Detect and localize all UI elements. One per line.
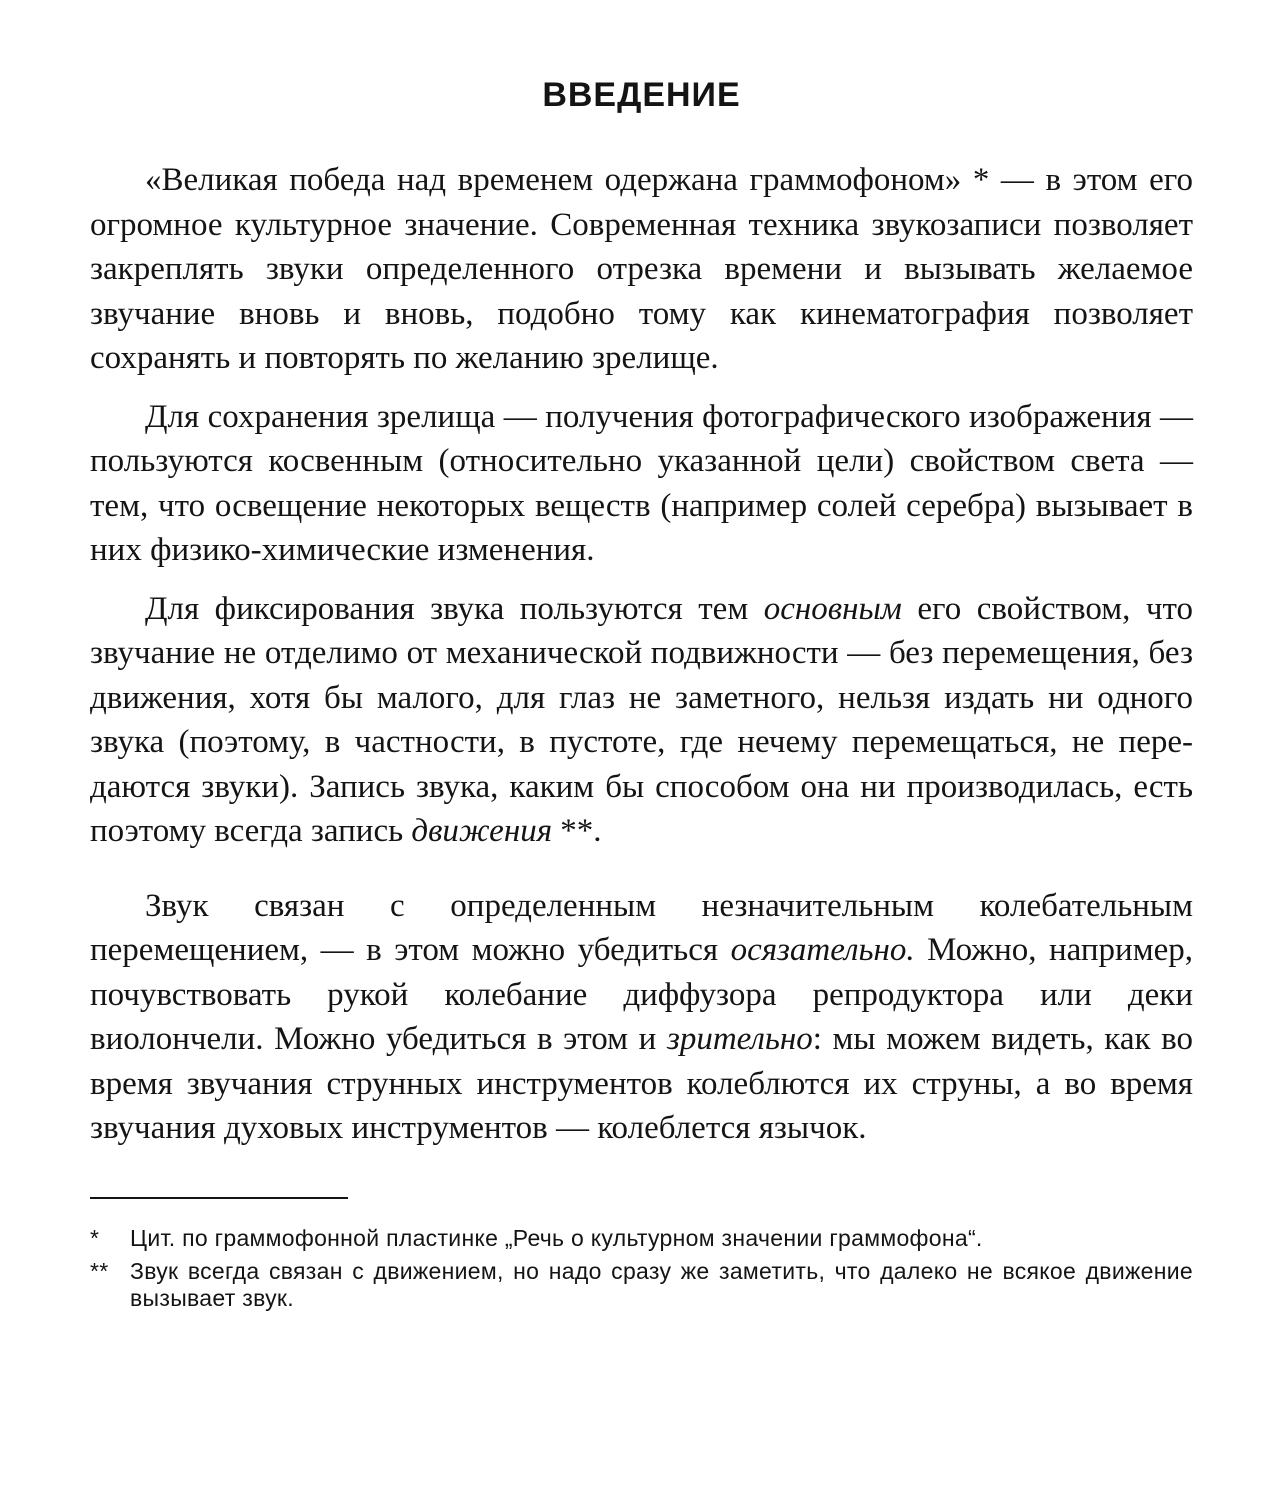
paragraph-4-emphasis-zritelno: зрительно [666, 1021, 813, 1057]
paragraph-2-text: Для сохранения зрелища — получения фотографического изображения — пользуются косвенным (относительно указанной цели) свойством света — тем, что освещение некоторых веществ (например солей серебра) вызывает в них физико-химические изменения. [90, 398, 1193, 568]
paragraph-4-text-e: : мы можем видеть, как во время звучания струнных инструментов колеблются их струны, а во время звучания духовых инструментов — колеблется язычок. [90, 1021, 1193, 1146]
paragraph-1 [90, 158, 1193, 381]
paragraph-3-text-a: Для фиксирования звука пользуются тем [145, 590, 764, 627]
paragraph-4-text-c: Можно, например, почувствовать рукой колебание диффузора репродуктора или деки виолончели. Можно убедиться в этом и [90, 932, 1193, 1057]
paragraph-4 [90, 884, 1193, 1151]
paragraph-3-emphasis-dvizheniya: движения [411, 813, 553, 849]
paragraph-3-emphasis-osnovnym: основным [763, 590, 902, 627]
footnote-1-text: Цит. по граммофонной пластинке „Речь о культурном значении граммофона“. [130, 1224, 983, 1251]
footnote-divider [90, 1197, 348, 1199]
paragraph-2 [90, 395, 1193, 573]
paragraph-4-text-a: Звук связан с определенным незначительным колебательным перемещением, — в этом можно убедиться [90, 887, 1193, 968]
paragraph-3-text-c: его свойством, что звучание не отделимо от механической подвижности — без перемещения, без движения, хотя бы малого, для глаз не заметного, нельзя издать ни одного звука (поэтому, в частности, в пустоте, где нечему перемещаться, не передаются звуки). Запись звука, каким бы способом она ни производилась, есть поэтому всегда запись [90, 590, 1193, 849]
footnote-1-mark: * [90, 1224, 100, 1251]
page [90, 72, 1193, 1318]
footnote-2 [90, 1258, 1193, 1312]
paragraph-3-text-e: **. [552, 813, 602, 849]
paragraph-1-text: «Великая победа над временем одержана граммофоном» * — в этом его огромное культурное значение. Современная техника звукозаписи позволяет закреплять звуки определенного отрезка времени и вызывать желаемое звучание вновь и вновь, подобно тому как кинематография позволяет сохранять и повторять по желанию зрелище. [90, 162, 1193, 376]
chapter-heading: ВВЕДЕНИЕ [542, 76, 741, 114]
footnote-2-text: Звук всегда связан с движением, но надо сразу же заметить, что далеко не всякое движение вызывает звук. [130, 1257, 1193, 1311]
paragraph-3 [90, 587, 1193, 854]
footnote-2-mark: ** [90, 1257, 109, 1284]
footnote-1 [90, 1225, 1193, 1252]
paragraph-4-emphasis-osyazatelno: осязательно. [730, 932, 915, 968]
